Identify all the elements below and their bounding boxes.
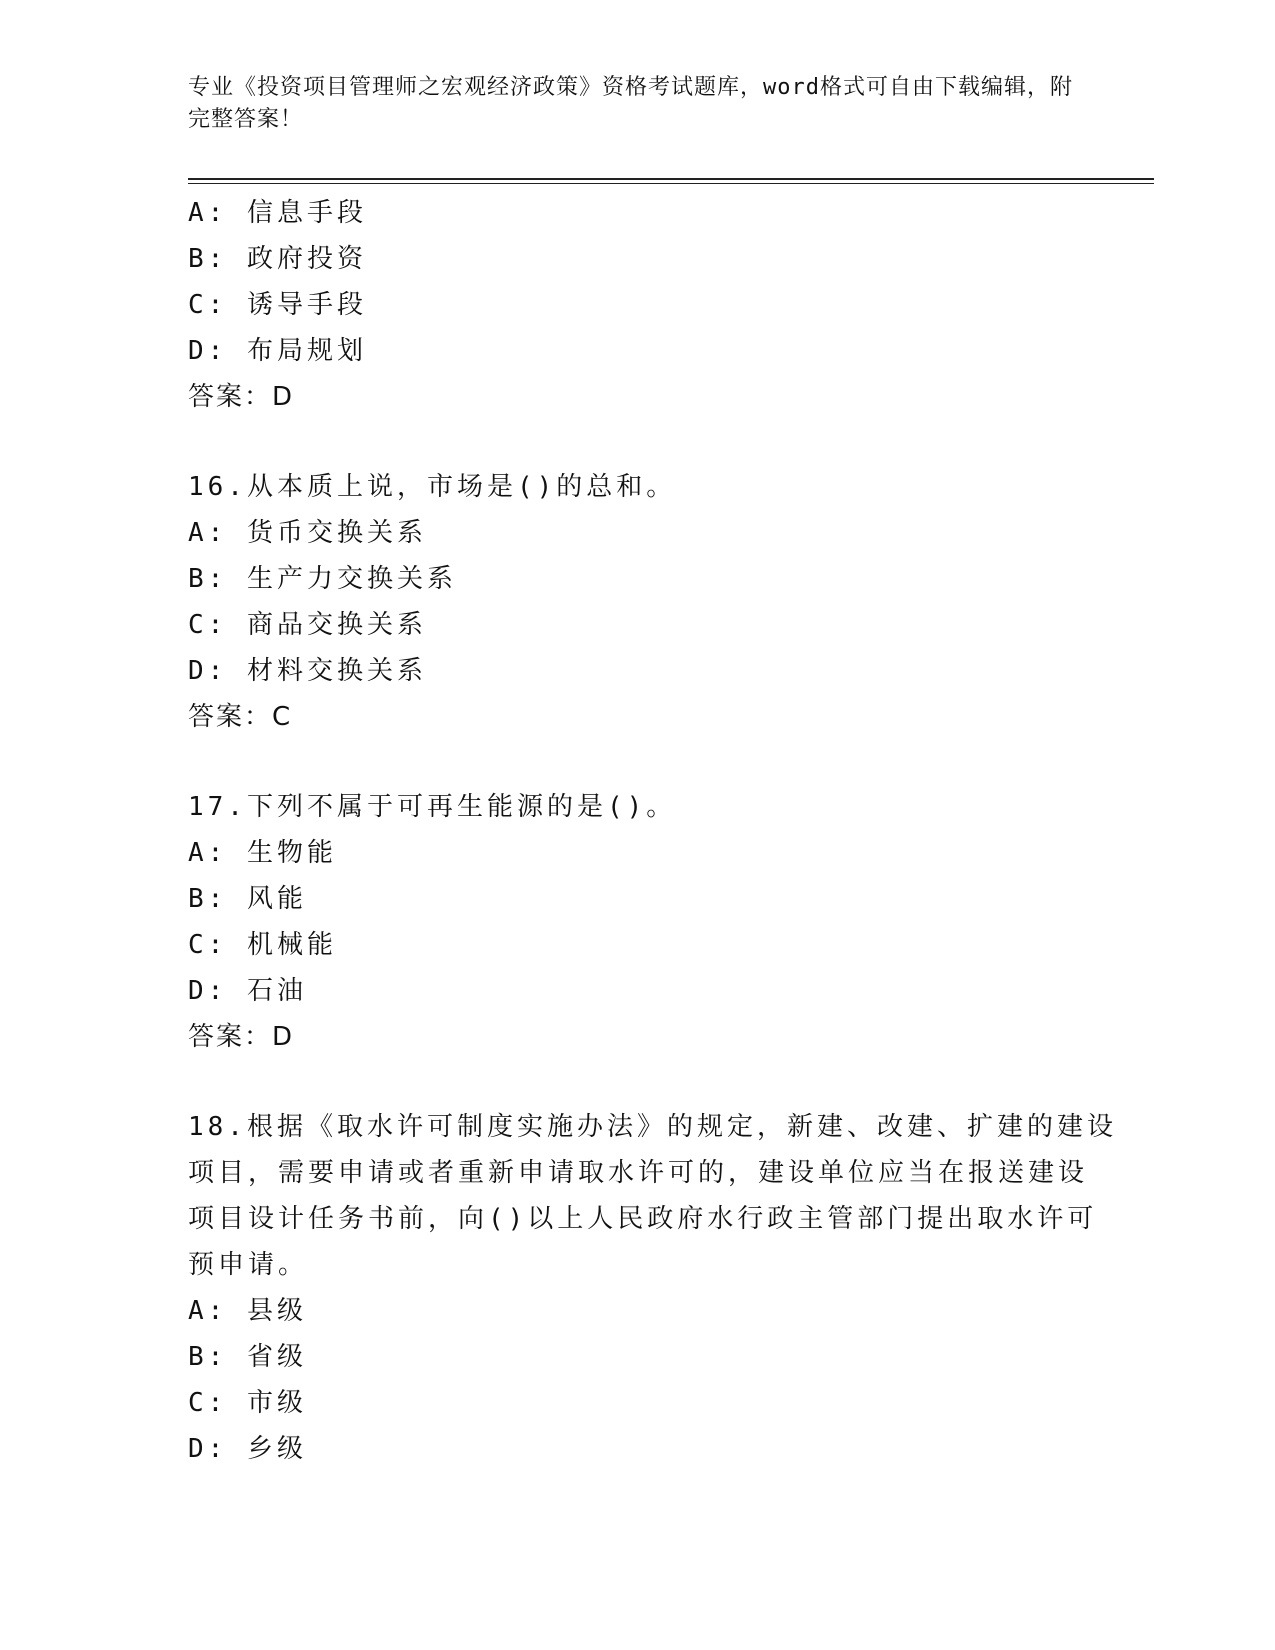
option-c: C: 市级 [188,1388,307,1418]
header-divider-thin [188,183,1154,184]
option-a: A: 货币交换关系 [188,518,427,548]
option-c: C: 机械能 [188,930,337,960]
question-list [188,190,1117,1472]
option-d: D: 石油 [188,976,307,1006]
option-b: B: 风能 [188,884,307,914]
option-c: C: 商品交换关系 [188,610,427,640]
document-header: 专业《投资项目管理师之宏观经济政策》资格考试题库，word格式可自由下载编辑，附完整答案！ [188,75,1073,132]
option-a: A: 县级 [188,1296,307,1326]
spacer [188,420,1088,464]
question-text-line-3: 项目设计任务书前，向()以上人民政府水行政主管部门提出取水许可 [188,1204,1098,1234]
spacer [188,1060,1088,1104]
answer-text: 答案：C [188,702,293,732]
option-b: B: 政府投资 [188,244,367,274]
option-d: D: 材料交换关系 [188,656,427,686]
answer-text: 答案：D [188,1022,295,1052]
header-divider-thick [188,178,1154,180]
question-text: 16.从本质上说，市场是()的总和。 [188,472,677,502]
option-a: A: 信息手段 [188,198,367,228]
option-a: A: 生物能 [188,838,337,868]
option-c: C: 诱导手段 [188,290,367,320]
spacer [188,740,1088,784]
question-text-line-1: 18.根据《取水许可制度实施办法》的规定，新建、改建、扩建的建设 [188,1112,1117,1142]
question-16 [188,464,1088,740]
question-text: 17.下列不属于可再生能源的是()。 [188,792,677,822]
question-17 [188,784,1088,1060]
option-d: D: 乡级 [188,1434,307,1464]
option-d: D: 布局规划 [188,336,367,366]
option-b: B: 省级 [188,1342,307,1372]
answer-text: 答案：D [188,382,295,412]
question-15 [188,190,1088,420]
question-18 [188,1104,1117,1472]
question-text-line-2: 项目，需要申请或者重新申请取水许可的，建设单位应当在报送建设 [188,1158,1089,1188]
option-b: B: 生产力交换关系 [188,564,457,594]
question-text-line-4: 预申请。 [188,1250,309,1280]
